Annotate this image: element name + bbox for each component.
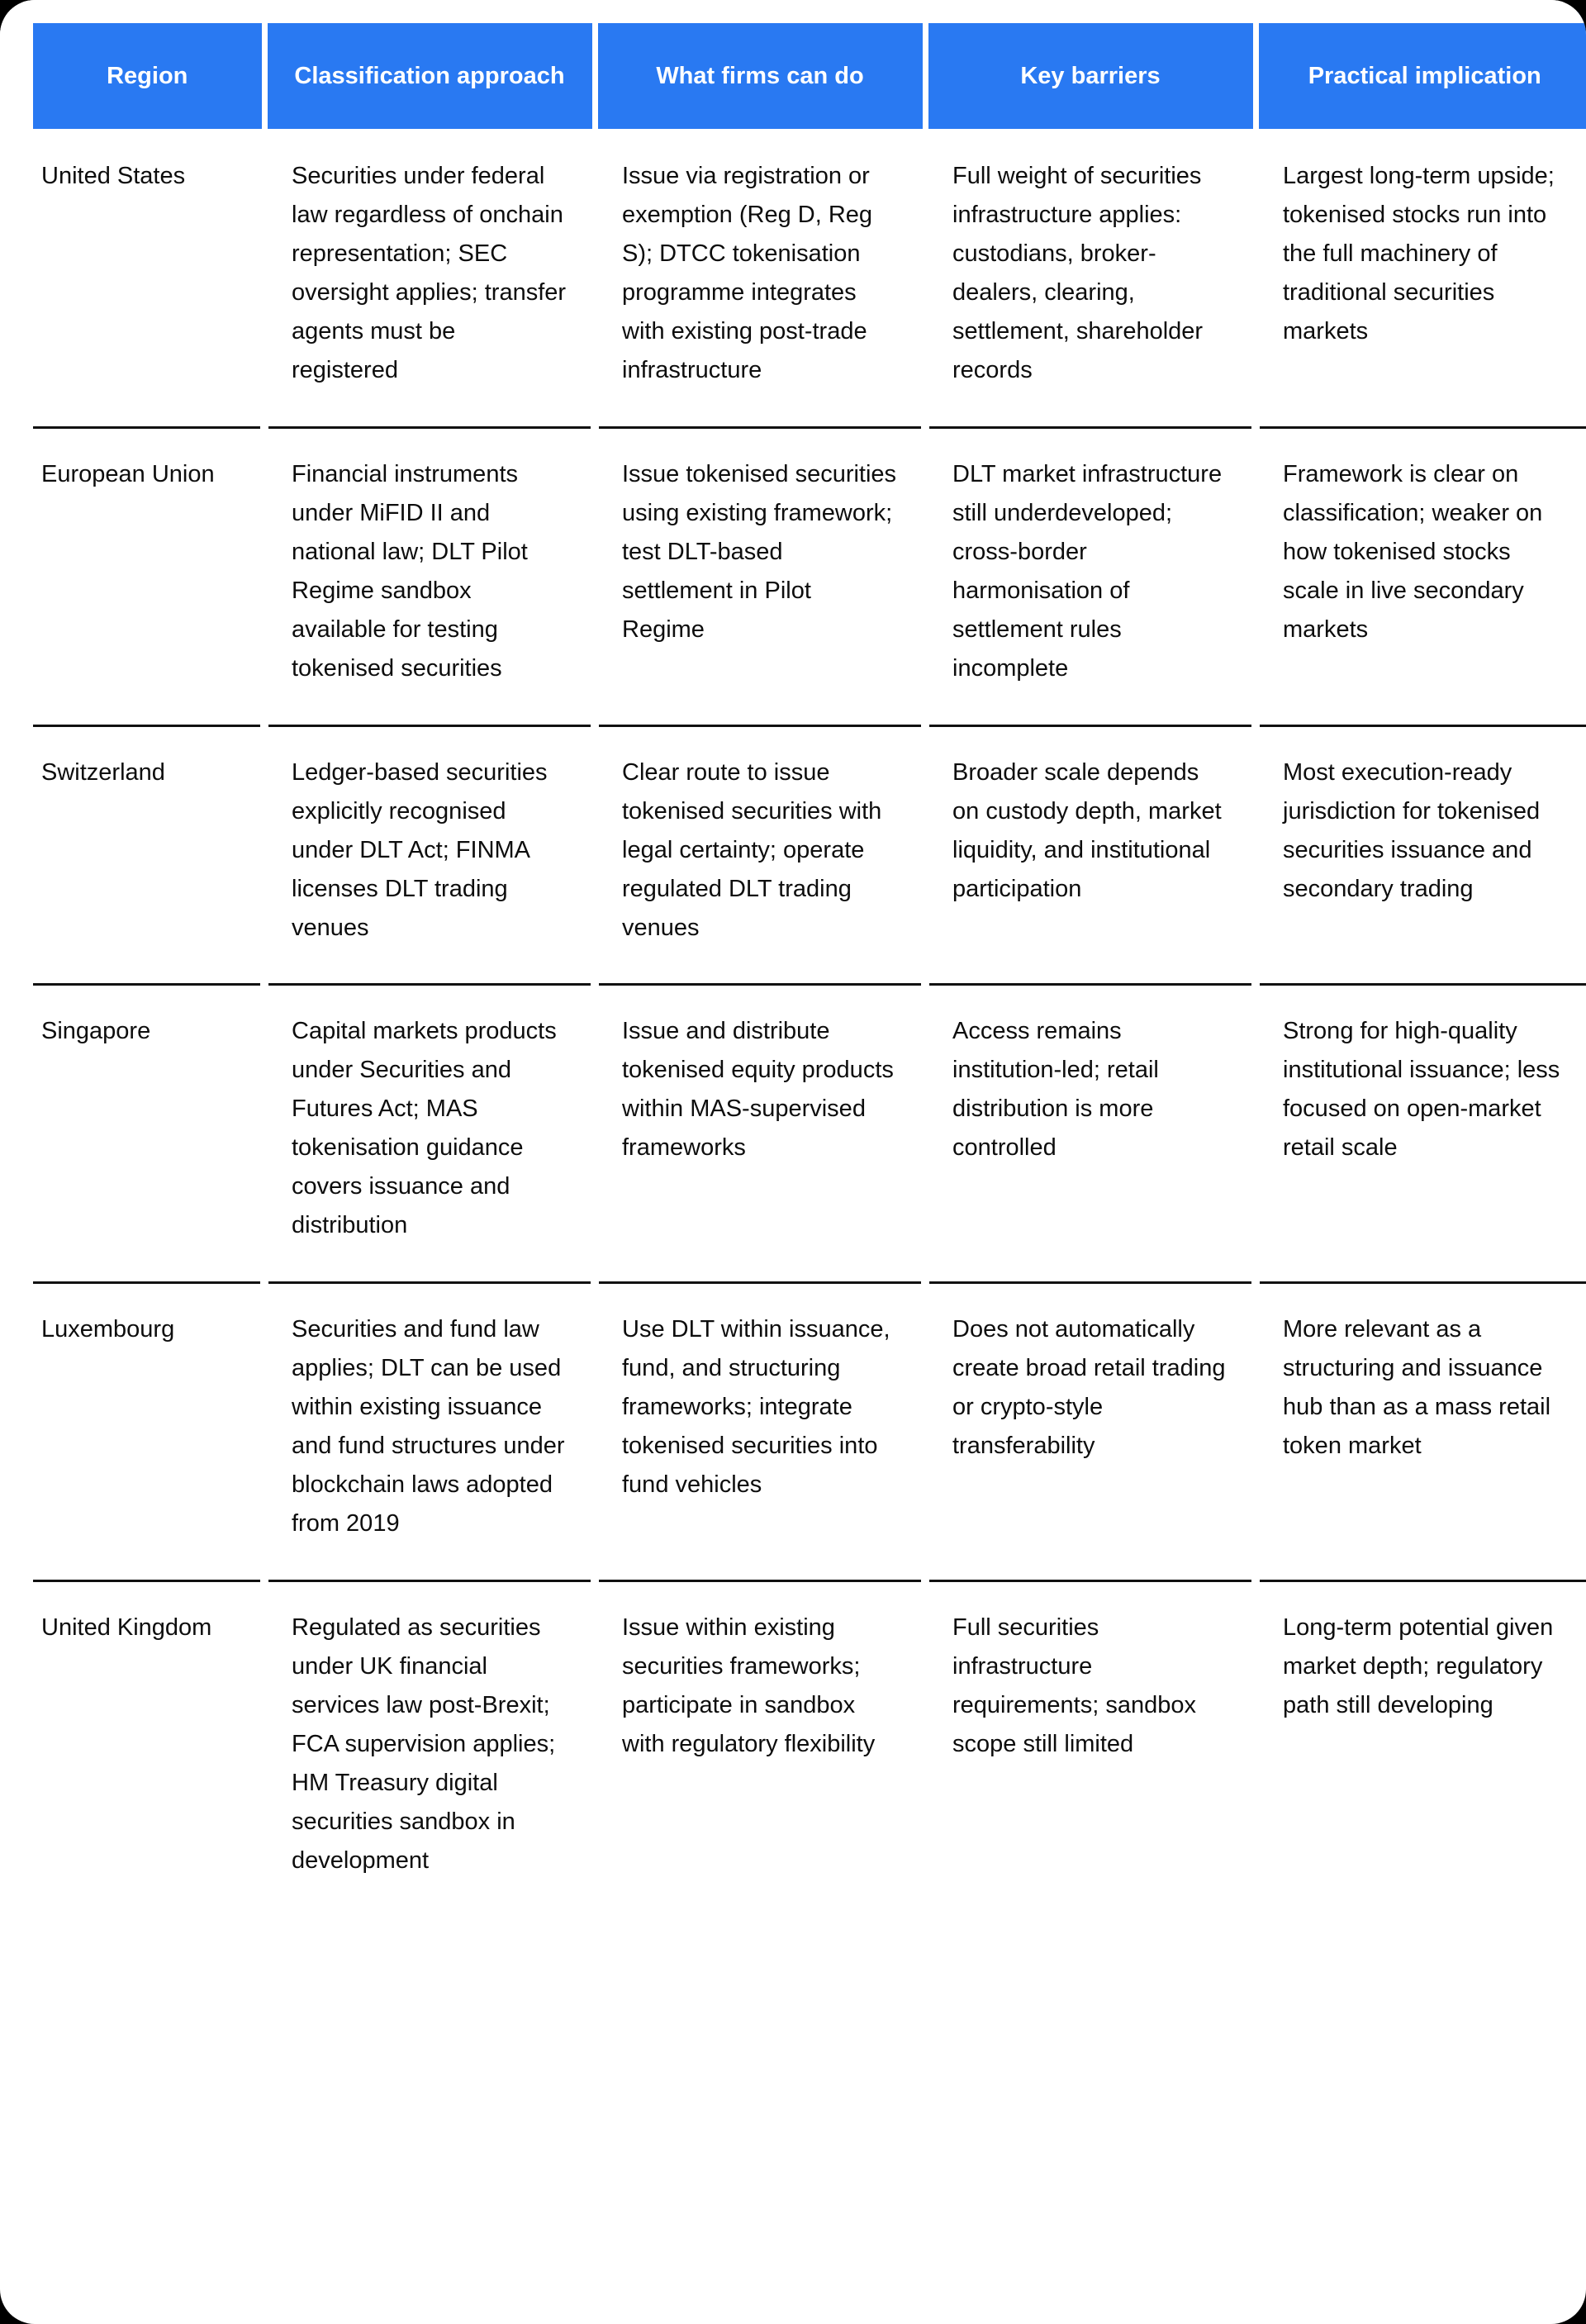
table-row [17,427,1586,725]
cell-what-firms-can-do: Issue and distribute tokenised equity products within MAS-supervised frameworks [595,985,925,1283]
cell-classification: Ledger-based securities explicitly recognised under DLT Act; FINMA licenses DLT trading venues [264,725,595,985]
cell-classification: Financial instruments under MiFID II and national law; DLT Pilot Regime sandbox available for testing tokenised securities [264,427,595,725]
cell-what-firms-can-do: Use DLT within issuance, fund, and structuring frameworks; integrate tokenised securities into fund vehicles [595,1283,925,1581]
cell-what-firms-can-do: Issue within existing securities frameworks; participate in sandbox with regulatory flexibility [595,1581,925,1917]
cell-classification: Regulated as securities under UK financial services law post-Brexit; FCA supervision applies; HM Treasury digital securities sandbox in development [264,1581,595,1917]
column-header-classification-approach: Classification approach [264,12,595,129]
cell-region: European Union [17,427,264,725]
cell-practical-implication: Framework is clear on classification; weaker on how tokenised stocks scale in live secondary markets [1256,427,1586,725]
cell-classification: Securities under federal law regardless of onchain representation; SEC oversight applies; transfer agents must be registered [264,129,595,427]
cell-practical-implication: More relevant as a structuring and issuance hub than as a mass retail token market [1256,1283,1586,1581]
cell-practical-implication: Most execution-ready jurisdiction for tokenised securities issuance and secondary trading [1256,725,1586,985]
cell-practical-implication: Largest long-term upside; tokenised stocks run into the full machinery of traditional securities markets [1256,129,1586,427]
column-header-key-barriers: Key barriers [925,12,1256,129]
cell-practical-implication: Strong for high-quality institutional issuance; less focused on open-market retail scale [1256,985,1586,1283]
cell-region: United States [17,129,264,427]
cell-region: Switzerland [17,725,264,985]
cell-what-firms-can-do: Issue via registration or exemption (Reg D, Reg S); DTCC tokenisation programme integrates with existing post-trade infrastructure [595,129,925,427]
column-header-what-firms-can-do: What firms can do [595,12,925,129]
table-row [17,1283,1586,1581]
cell-what-firms-can-do: Issue tokenised securities using existing framework; test DLT-based settlement in Pilot Regime [595,427,925,725]
table-header [17,12,1586,129]
cell-key-barriers: DLT market infrastructure still underdeveloped; cross-border harmonisation of settlement rules incomplete [925,427,1256,725]
column-header-region: Region [17,12,264,129]
table-row [17,129,1586,427]
cell-classification: Securities and fund law applies; DLT can be used within existing issuance and fund structures under blockchain laws adopted from 2019 [264,1283,595,1581]
cell-region: Luxembourg [17,1283,264,1581]
table-row [17,725,1586,985]
table-row [17,985,1586,1283]
cell-key-barriers: Full securities infrastructure requirements; sandbox scope still limited [925,1581,1256,1917]
cell-key-barriers: Does not automatically create broad retail trading or crypto-style transferability [925,1283,1256,1581]
cell-what-firms-can-do: Clear route to issue tokenised securities with legal certainty; operate regulated DLT trading venues [595,725,925,985]
cell-practical-implication: Long-term potential given market depth; regulatory path still developing [1256,1581,1586,1917]
cell-classification: Capital markets products under Securities and Futures Act; MAS tokenisation guidance covers issuance and distribution [264,985,595,1283]
table-header-row [17,12,1586,129]
cell-key-barriers: Full weight of securities infrastructure applies: custodians, broker-dealers, clearing, settlement, shareholder records [925,129,1256,427]
cell-region: United Kingdom [17,1581,264,1917]
column-header-practical-implication: Practical implication [1256,12,1586,129]
table-body [17,129,1586,1917]
table-row [17,1581,1586,1917]
cell-region: Singapore [17,985,264,1283]
cell-key-barriers: Broader scale depends on custody depth, market liquidity, and institutional participation [925,725,1256,985]
cell-key-barriers: Access remains institution-led; retail distribution is more controlled [925,985,1256,1283]
